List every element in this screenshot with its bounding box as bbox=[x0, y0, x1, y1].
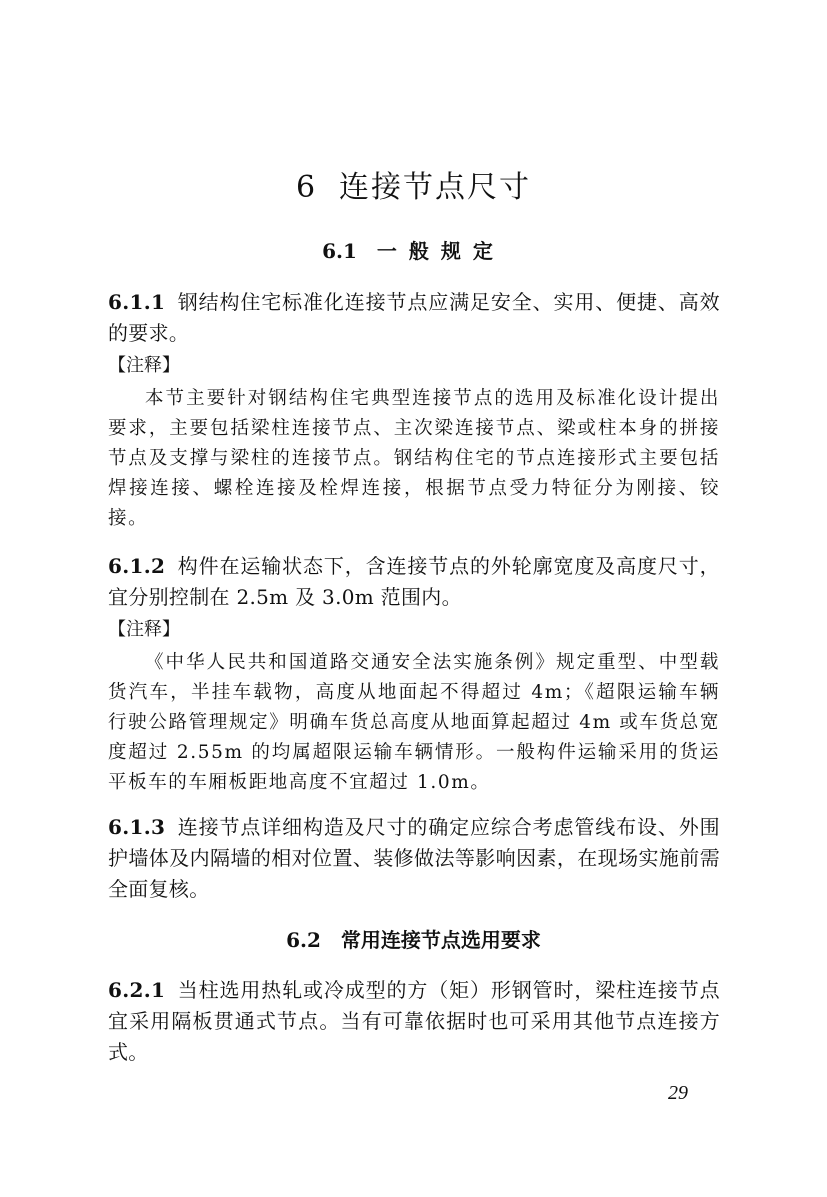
note-body: 《中华人民共和国道路交通安全法实施条例》规定重型、中型载货汽车，半挂车载物，高度从地面起不得超过 4m；《超限运输车辆行驶公路管理规定》明确车货总高度从地面算起超过 4m 或车货总宽度超过 2.55m 的均属超限运输车辆情形。一般构件运输采用的货运平板车的车厢板距地高度不宜超过 1.0m。 bbox=[108, 652, 720, 793]
clause-text bbox=[108, 287, 720, 349]
clause-text bbox=[108, 551, 720, 613]
section-title-6-2 bbox=[0, 925, 827, 955]
clause-number: 6.1.3 bbox=[108, 815, 166, 839]
clause-body: 当柱选用热轧或冷成型的方（矩）形钢管时，梁柱连接节点宜采用隔板贯通式节点。当有可靠依据时也可采用其他节点连接方式。 bbox=[108, 978, 720, 1064]
clause-body: 钢结构住宅标准化连接节点应满足安全、实用、便捷、高效的要求。 bbox=[108, 290, 720, 345]
clause-number: 6.2.1 bbox=[108, 978, 166, 1002]
clause-number: 6.1.1 bbox=[108, 290, 166, 314]
clause-6-1-2 bbox=[108, 551, 720, 798]
note-body: 本节主要针对钢结构住宅典型连接节点的选用及标准化设计提出要求，主要包括梁柱连接节点、主次梁连接节点、梁或柱本身的拼接节点及支撑与梁柱的连接节点。钢结构住宅的节点连接形式主要包括焊接连接、螺栓连接及栓焊连接，根据节点受力特征分为刚接、铰接。 bbox=[108, 388, 720, 529]
page-number: 29 bbox=[668, 1082, 688, 1104]
chapter-title-text: 连接节点尺寸 bbox=[339, 170, 532, 205]
section-title-text: 一般规定 bbox=[376, 239, 505, 263]
clause-body: 构件在运输状态下，含连接节点的外轮廓宽度及高度尺寸，宜分别控制在 2.5m 及 3.0m 范围内。 bbox=[108, 554, 720, 609]
note-label: 【注释】 bbox=[108, 355, 180, 376]
chapter-title bbox=[0, 166, 827, 210]
chapter-number: 6 bbox=[295, 170, 318, 205]
clause-6-1-1 bbox=[108, 287, 720, 534]
clause-text bbox=[108, 812, 720, 905]
section-title-text: 常用连接节点选用要求 bbox=[340, 928, 541, 952]
clause-6-1-3 bbox=[108, 812, 720, 905]
clause-6-2-1 bbox=[108, 975, 720, 1068]
clause-number: 6.1.2 bbox=[108, 554, 166, 578]
clause-body: 连接节点详细构造及尺寸的确定应综合考虑管线布设、外围护墙体及内隔墙的相对位置、装修做法等影响因素，在现场实施前需全面复核。 bbox=[108, 815, 720, 901]
note-label: 【注释】 bbox=[108, 619, 180, 640]
section-title-6-1 bbox=[0, 236, 827, 266]
section-number: 6.1 bbox=[322, 239, 357, 263]
section-number: 6.2 bbox=[286, 928, 321, 952]
clause-text bbox=[108, 975, 720, 1068]
